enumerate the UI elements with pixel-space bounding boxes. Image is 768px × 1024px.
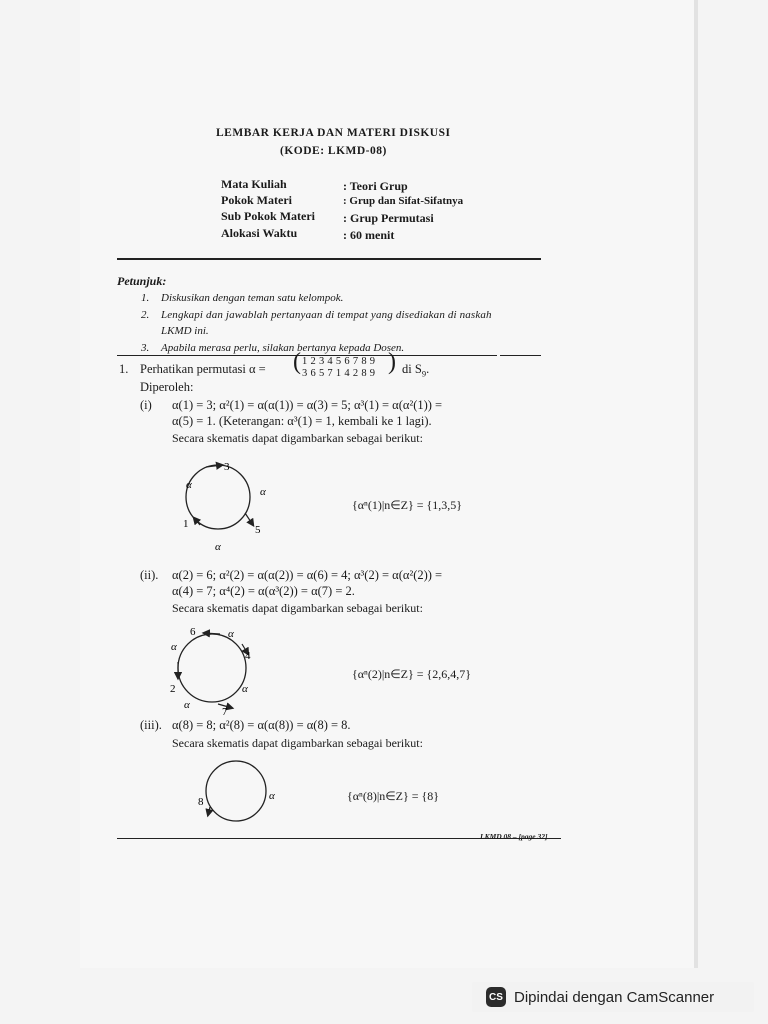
camscanner-text: Dipindai dengan CamScanner (514, 988, 715, 1006)
cycle-3-alpha: α (269, 790, 275, 802)
instructions-heading: Petunjuk: (117, 274, 167, 288)
part-ii-schema-text: Secara skematis dapat digambarkan sebagai berikut: (172, 601, 423, 615)
part-i-line1: α(1) = 3; α²(1) = α(α(1)) = α(3) = 5; α³(1) = α(α²(1)) = (172, 398, 443, 412)
part-iii-orbit-set: {αⁿ(8)|n∈Z} = {8} (347, 789, 440, 803)
problem-number: 1. (119, 362, 129, 376)
instruction-text-1: Diskusikan dengan teman satu kelompok. (161, 292, 344, 304)
cycle-diagram-1 (170, 455, 280, 555)
header-divider (117, 258, 541, 260)
cycle-2-alpha-left: α (171, 641, 177, 653)
camscanner-logo-icon: CS (486, 987, 506, 1007)
instructions-divider-end (500, 355, 541, 356)
cycle-1-alpha-right: α (260, 486, 266, 498)
cycle-2-alpha-top: α (228, 628, 234, 640)
permutation-bottom-row: 3 6 5 7 1 4 2 8 9 (302, 368, 376, 379)
matrix-right-paren: ) (388, 349, 396, 375)
part-i-line2: α(5) = 1. (Keterangan: α³(1) = 1, kembali ke 1 lagi). (172, 414, 432, 428)
cycle-2-circle (178, 634, 246, 702)
page-footer: LKMD 08 – [page 32] (480, 832, 548, 841)
cycle-diagram-2 (160, 622, 270, 722)
info-label-subtopic: Sub Pokok Materi (221, 209, 316, 223)
cycle-1-alpha-bottom: α (215, 541, 221, 553)
diperoleh-label: Diperoleh: (140, 380, 194, 394)
info-value-time: : 60 menit (343, 228, 395, 242)
cycle-diagram-3 (190, 755, 290, 827)
info-label-time: Alokasi Waktu (221, 226, 298, 240)
part-ii-label: (ii). (140, 568, 159, 582)
part-i-label: (i) (140, 398, 152, 412)
problem-group: di $S_9$. (402, 362, 430, 379)
problem-intro: Perhatikan permutasi α = (140, 362, 266, 376)
part-i-orbit-set: {αⁿ(1)|n∈Z} = {1,3,5} (352, 498, 463, 512)
part-iii-line1: α(8) = 8; α²(8) = α(α(8)) = α(8) = 8. (172, 718, 351, 732)
document-title: LEMBAR KERJA DAN MATERI DISKUSI (216, 127, 451, 139)
instruction-text-2-cont: LKMD ini. (161, 325, 209, 337)
instruction-number-1: 1. (141, 292, 150, 304)
camscanner-watermark (472, 982, 754, 1012)
page-edge-shadow (694, 0, 698, 968)
info-label-topic: Pokok Materi (221, 193, 292, 207)
part-ii-line2: α(4) = 7; α⁴(2) = α(α³(2)) = α(7) = 2. (172, 584, 355, 598)
info-value-course: : Teori Grup (343, 179, 408, 193)
cycle-1-node-5: 5 (255, 524, 261, 536)
part-ii-orbit-set: {αⁿ(2)|n∈Z} = {2,6,4,7} (352, 667, 472, 681)
instruction-text-2: Lengkapi dan jawablah pertanyaan di tempat yang disediakan di naskah (161, 309, 492, 321)
matrix-left-paren: ( (293, 349, 301, 375)
info-value-subtopic: : Grup Permutasi (343, 211, 434, 225)
document-code: (KODE: LKMD-08) (280, 145, 387, 157)
info-value-topic: : Grup dan Sifat-Sifatnya (343, 195, 464, 207)
cycle-2-alpha-right: α (242, 683, 248, 695)
cycle-1-alpha-left: α (186, 479, 192, 491)
cycle-1-node-3: 3 (224, 461, 230, 473)
cycle-1-node-1: 1 (183, 518, 189, 530)
permutation-top-row: 1 2 3 4 5 6 7 8 9 (302, 356, 376, 367)
part-i-schema-text: Secara skematis dapat digambarkan sebagai berikut: (172, 431, 423, 445)
cycle-3-node-8: 8 (198, 796, 204, 808)
cycle-2-node-2: 2 (170, 683, 176, 695)
instruction-text-3: Apabila merasa perlu, silakan bertanya kepada Dosen. (161, 342, 405, 354)
cycle-2-node-6: 6 (190, 626, 196, 638)
cycle-2-alpha-bottom: α (184, 699, 190, 711)
part-iii-label: (iii). (140, 718, 162, 732)
instruction-number-3: 3. (141, 342, 150, 354)
info-label-course: Mata Kuliah (221, 177, 287, 191)
cycle-3-circle (206, 761, 266, 821)
part-iii-schema-text: Secara skematis dapat digambarkan sebagai berikut: (172, 736, 423, 750)
cycle-2-node-7: 7 (222, 706, 228, 718)
instruction-number-2: 2. (141, 309, 150, 321)
cycle-2-node-4: 4 (245, 650, 251, 662)
part-ii-line1: α(2) = 6; α²(2) = α(α(2)) = α(6) = 4; α³(2) = α(α²(2)) = (172, 568, 443, 582)
